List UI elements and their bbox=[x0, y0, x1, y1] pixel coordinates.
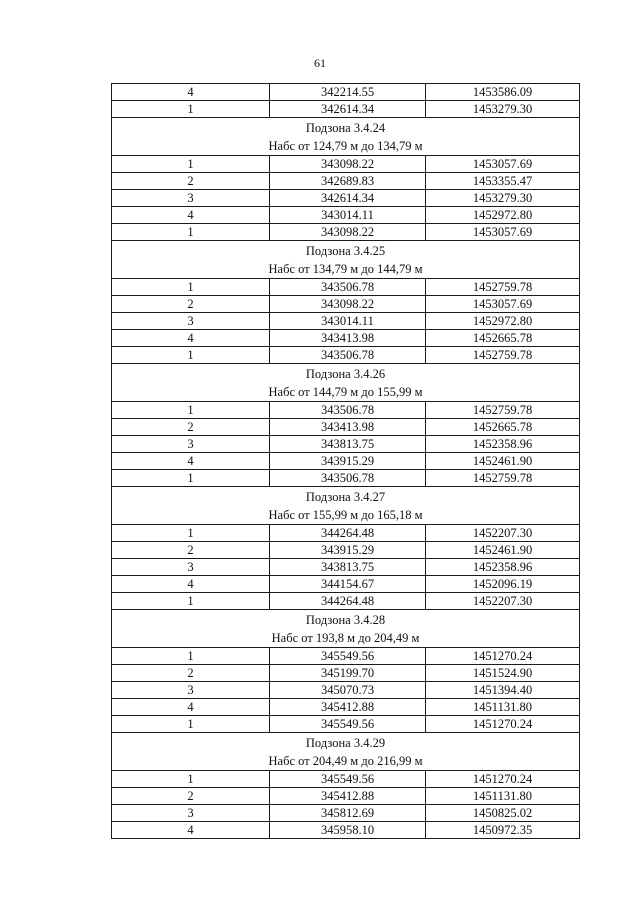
x-coordinate-cell: 345412.88 bbox=[270, 788, 426, 805]
y-coordinate-cell: 1452972.80 bbox=[426, 207, 580, 224]
subzone-height-range: Набс от 144,79 м до 155,99 м bbox=[268, 384, 423, 399]
x-coordinate-cell: 343413.98 bbox=[270, 419, 426, 436]
subzone-title: Подзона 3.4.25 bbox=[305, 243, 386, 258]
x-coordinate-cell: 345549.56 bbox=[270, 648, 426, 665]
x-coordinate-cell: 343813.75 bbox=[270, 559, 426, 576]
y-coordinate-cell: 1453057.69 bbox=[426, 296, 580, 313]
point-number-cell: 2 bbox=[112, 419, 270, 436]
x-coordinate-cell: 342614.34 bbox=[270, 101, 426, 118]
y-coordinate-cell: 1452759.78 bbox=[426, 470, 580, 487]
x-coordinate-cell: 343506.78 bbox=[270, 470, 426, 487]
table-row bbox=[112, 207, 580, 224]
x-coordinate-cell: 344154.67 bbox=[270, 576, 426, 593]
subzone-title: Подзона 3.4.27 bbox=[305, 489, 386, 504]
x-coordinate-cell: 343098.22 bbox=[270, 156, 426, 173]
point-number-cell: 1 bbox=[112, 347, 270, 364]
x-coordinate-cell: 345070.73 bbox=[270, 682, 426, 699]
point-number-cell: 3 bbox=[112, 805, 270, 822]
subzone-height-range: Набс от 155,99 м до 165,18 м bbox=[268, 507, 423, 522]
y-coordinate-cell: 1452759.78 bbox=[426, 279, 580, 296]
point-number-cell: 3 bbox=[112, 436, 270, 453]
x-coordinate-cell: 343915.29 bbox=[270, 542, 426, 559]
subzone-title: Подзона 3.4.26 bbox=[305, 366, 386, 381]
y-coordinate-cell: 1452759.78 bbox=[426, 347, 580, 364]
y-coordinate-cell: 1451270.24 bbox=[426, 716, 580, 733]
table-row bbox=[112, 330, 580, 347]
point-number-cell: 1 bbox=[112, 648, 270, 665]
subzone-header-row bbox=[112, 364, 580, 402]
table-row bbox=[112, 453, 580, 470]
x-coordinate-cell: 345199.70 bbox=[270, 665, 426, 682]
point-number-cell: 3 bbox=[112, 559, 270, 576]
point-number-cell: 2 bbox=[112, 665, 270, 682]
y-coordinate-cell: 1453279.30 bbox=[426, 101, 580, 118]
x-coordinate-cell: 344264.48 bbox=[270, 525, 426, 542]
y-coordinate-cell: 1451524.90 bbox=[426, 665, 580, 682]
subzone-header-cell bbox=[112, 118, 580, 156]
point-number-cell: 1 bbox=[112, 470, 270, 487]
coordinates-table-body bbox=[112, 84, 580, 839]
table-row bbox=[112, 648, 580, 665]
point-number-cell: 1 bbox=[112, 402, 270, 419]
subzone-header-cell bbox=[112, 733, 580, 771]
y-coordinate-cell: 1453057.69 bbox=[426, 156, 580, 173]
table-row bbox=[112, 101, 580, 118]
table-row bbox=[112, 313, 580, 330]
x-coordinate-cell: 345958.10 bbox=[270, 822, 426, 839]
table-row bbox=[112, 470, 580, 487]
table-row bbox=[112, 716, 580, 733]
subzone-header-cell bbox=[112, 487, 580, 525]
subzone-height-range: Набс от 124,79 м до 134,79 м bbox=[268, 138, 423, 153]
table-row bbox=[112, 419, 580, 436]
point-number-cell: 4 bbox=[112, 699, 270, 716]
point-number-cell: 2 bbox=[112, 296, 270, 313]
point-number-cell: 4 bbox=[112, 576, 270, 593]
x-coordinate-cell: 345812.69 bbox=[270, 805, 426, 822]
point-number-cell: 2 bbox=[112, 173, 270, 190]
table-row bbox=[112, 593, 580, 610]
y-coordinate-cell: 1452665.78 bbox=[426, 330, 580, 347]
y-coordinate-cell: 1452759.78 bbox=[426, 402, 580, 419]
point-number-cell: 3 bbox=[112, 682, 270, 699]
table-row bbox=[112, 190, 580, 207]
table-row bbox=[112, 84, 580, 101]
subzone-header-row bbox=[112, 733, 580, 771]
x-coordinate-cell: 343506.78 bbox=[270, 402, 426, 419]
y-coordinate-cell: 1451270.24 bbox=[426, 648, 580, 665]
point-number-cell: 2 bbox=[112, 788, 270, 805]
table-row bbox=[112, 699, 580, 716]
y-coordinate-cell: 1452972.80 bbox=[426, 313, 580, 330]
point-number-cell: 1 bbox=[112, 279, 270, 296]
y-coordinate-cell: 1453586.09 bbox=[426, 84, 580, 101]
point-number-cell: 3 bbox=[112, 190, 270, 207]
x-coordinate-cell: 343014.11 bbox=[270, 207, 426, 224]
subzone-header-cell bbox=[112, 610, 580, 648]
subzone-header-row bbox=[112, 487, 580, 525]
table-row bbox=[112, 296, 580, 313]
table-row bbox=[112, 402, 580, 419]
subzone-title: Подзона 3.4.29 bbox=[305, 735, 386, 750]
x-coordinate-cell: 345549.56 bbox=[270, 716, 426, 733]
table-row bbox=[112, 436, 580, 453]
y-coordinate-cell: 1450825.02 bbox=[426, 805, 580, 822]
table-row bbox=[112, 156, 580, 173]
point-number-cell: 1 bbox=[112, 525, 270, 542]
y-coordinate-cell: 1451270.24 bbox=[426, 771, 580, 788]
y-coordinate-cell: 1453279.30 bbox=[426, 190, 580, 207]
y-coordinate-cell: 1452358.96 bbox=[426, 559, 580, 576]
x-coordinate-cell: 345412.88 bbox=[270, 699, 426, 716]
y-coordinate-cell: 1452665.78 bbox=[426, 419, 580, 436]
subzone-height-range: Набс от 134,79 м до 144,79 м bbox=[268, 261, 423, 276]
point-number-cell: 4 bbox=[112, 822, 270, 839]
subzone-title: Подзона 3.4.28 bbox=[305, 612, 386, 627]
subzone-header-cell bbox=[112, 364, 580, 402]
y-coordinate-cell: 1452461.90 bbox=[426, 542, 580, 559]
point-number-cell: 1 bbox=[112, 224, 270, 241]
subzone-header-cell bbox=[112, 241, 580, 279]
table-row bbox=[112, 224, 580, 241]
y-coordinate-cell: 1453057.69 bbox=[426, 224, 580, 241]
x-coordinate-cell: 343506.78 bbox=[270, 279, 426, 296]
y-coordinate-cell: 1452096.19 bbox=[426, 576, 580, 593]
table-row bbox=[112, 347, 580, 364]
subzone-header-row bbox=[112, 118, 580, 156]
x-coordinate-cell: 343098.22 bbox=[270, 224, 426, 241]
subzone-height-range: Набс от 204,49 м до 216,99 м bbox=[268, 753, 423, 768]
table-row bbox=[112, 173, 580, 190]
table-row bbox=[112, 771, 580, 788]
table-row bbox=[112, 788, 580, 805]
point-number-cell: 3 bbox=[112, 313, 270, 330]
y-coordinate-cell: 1452207.30 bbox=[426, 593, 580, 610]
subzone-height-range: Набс от 193,8 м до 204,49 м bbox=[271, 630, 420, 645]
x-coordinate-cell: 345549.56 bbox=[270, 771, 426, 788]
table-row bbox=[112, 805, 580, 822]
x-coordinate-cell: 343413.98 bbox=[270, 330, 426, 347]
page-number: 61 bbox=[314, 56, 326, 70]
point-number-cell: 4 bbox=[112, 330, 270, 347]
point-number-cell: 4 bbox=[112, 84, 270, 101]
table-row bbox=[112, 682, 580, 699]
table-row bbox=[112, 542, 580, 559]
subzone-title: Подзона 3.4.24 bbox=[305, 120, 386, 135]
y-coordinate-cell: 1451131.80 bbox=[426, 699, 580, 716]
x-coordinate-cell: 343813.75 bbox=[270, 436, 426, 453]
point-number-cell: 1 bbox=[112, 771, 270, 788]
x-coordinate-cell: 343506.78 bbox=[270, 347, 426, 364]
x-coordinate-cell: 344264.48 bbox=[270, 593, 426, 610]
table-row bbox=[112, 525, 580, 542]
y-coordinate-cell: 1453355.47 bbox=[426, 173, 580, 190]
coordinates-table bbox=[111, 83, 580, 839]
y-coordinate-cell: 1451394.40 bbox=[426, 682, 580, 699]
y-coordinate-cell: 1450972.35 bbox=[426, 822, 580, 839]
point-number-cell: 1 bbox=[112, 716, 270, 733]
x-coordinate-cell: 343915.29 bbox=[270, 453, 426, 470]
point-number-cell: 1 bbox=[112, 593, 270, 610]
y-coordinate-cell: 1452358.96 bbox=[426, 436, 580, 453]
subzone-header-row bbox=[112, 610, 580, 648]
point-number-cell: 4 bbox=[112, 207, 270, 224]
table-row bbox=[112, 822, 580, 839]
subzone-header-row bbox=[112, 241, 580, 279]
table-row bbox=[112, 559, 580, 576]
point-number-cell: 1 bbox=[112, 101, 270, 118]
point-number-cell: 4 bbox=[112, 453, 270, 470]
table-row bbox=[112, 665, 580, 682]
point-number-cell: 2 bbox=[112, 542, 270, 559]
x-coordinate-cell: 343014.11 bbox=[270, 313, 426, 330]
x-coordinate-cell: 342689.83 bbox=[270, 173, 426, 190]
table-row bbox=[112, 279, 580, 296]
y-coordinate-cell: 1451131.80 bbox=[426, 788, 580, 805]
x-coordinate-cell: 342214.55 bbox=[270, 84, 426, 101]
y-coordinate-cell: 1452461.90 bbox=[426, 453, 580, 470]
point-number-cell: 1 bbox=[112, 156, 270, 173]
table-row bbox=[112, 576, 580, 593]
x-coordinate-cell: 343098.22 bbox=[270, 296, 426, 313]
y-coordinate-cell: 1452207.30 bbox=[426, 525, 580, 542]
x-coordinate-cell: 342614.34 bbox=[270, 190, 426, 207]
